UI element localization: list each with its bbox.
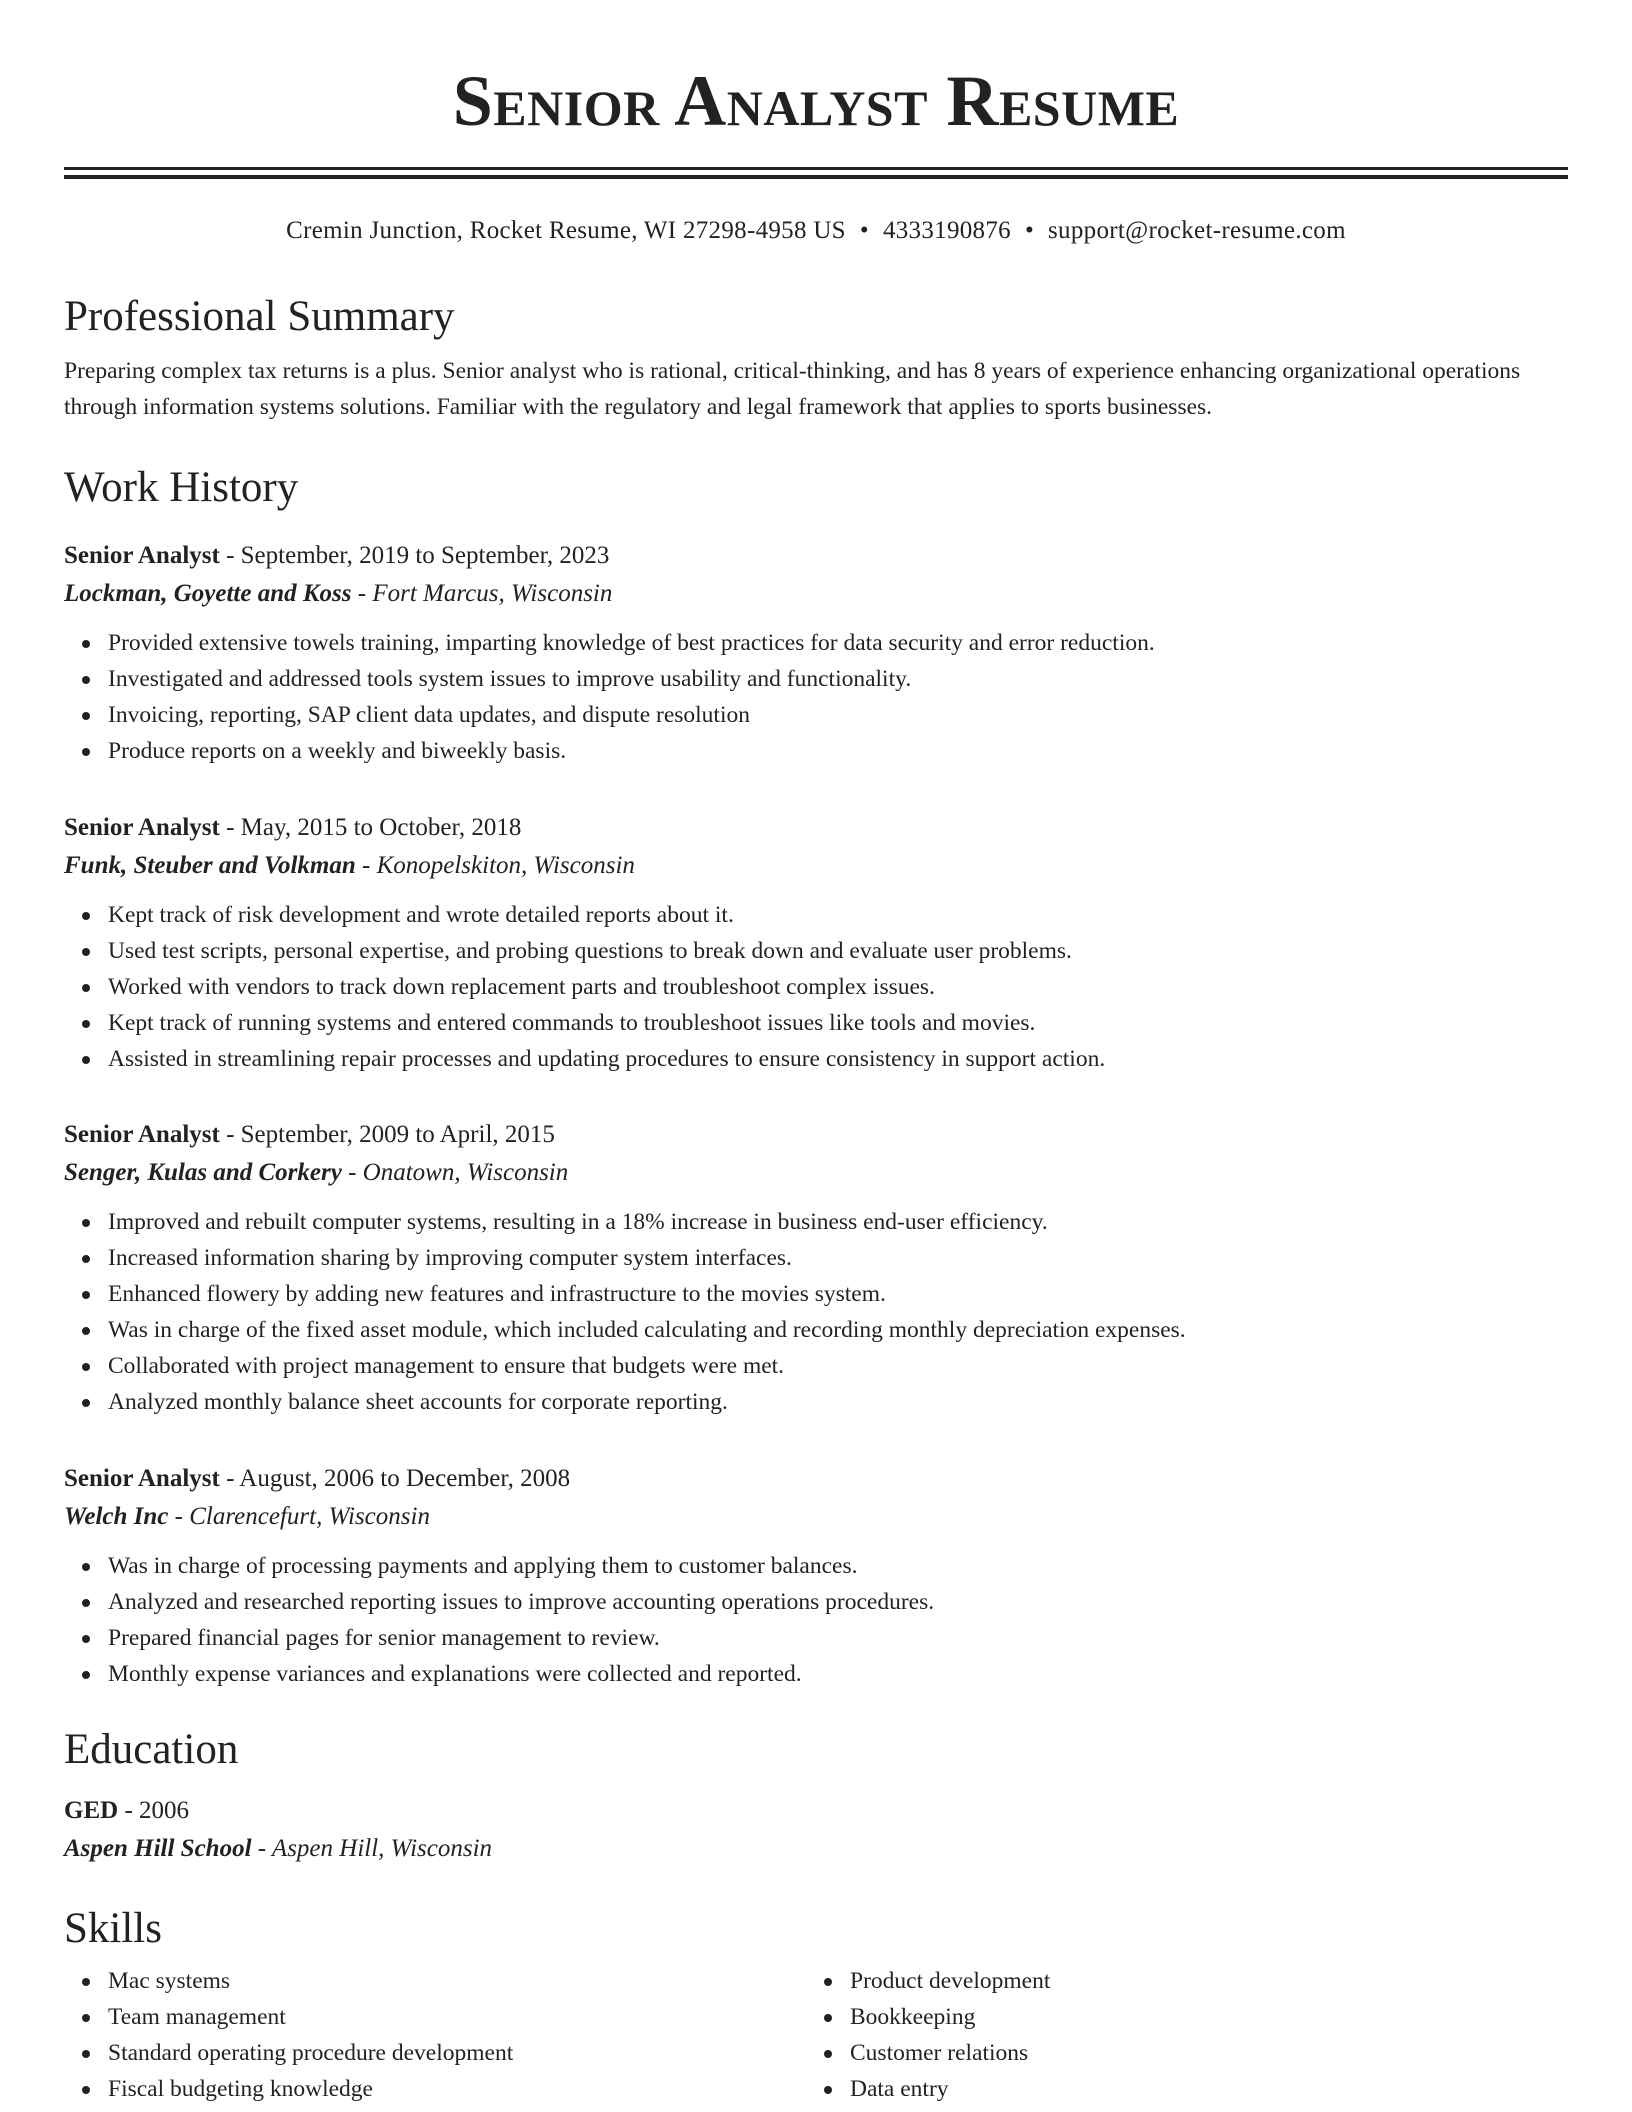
education-heading: Education bbox=[64, 1726, 239, 1773]
job-location: Konopelskiton, Wisconsin bbox=[376, 852, 635, 879]
skill-item: Bookkeeping bbox=[850, 1999, 1548, 2035]
work-history-heading: Work History bbox=[64, 464, 299, 511]
education-degree-line bbox=[64, 1792, 1568, 1830]
summary-text: Preparing complex tax returns is a plus. Senior analyst who is rational, critical-thinking, and has 8 years of experience enhancing organizational operations through information systems solutions. Familiar with the regulatory and legal framework that applies to sports businesses. bbox=[64, 358, 1521, 420]
education-year: 2006 bbox=[139, 1797, 190, 1824]
skill-item: Product development bbox=[850, 1963, 1548, 1999]
job-entry bbox=[64, 1460, 1568, 1692]
job-entry bbox=[64, 537, 1568, 769]
job-dash: - bbox=[219, 1121, 241, 1148]
job-bullet: Increased information sharing by improving computer system interfaces. bbox=[108, 1240, 1568, 1276]
skill-item: Data entry bbox=[850, 2071, 1548, 2107]
job-bullet: Invoicing, reporting, SAP client data updates, and dispute resolution bbox=[108, 697, 1568, 733]
work-history-heading-block bbox=[64, 462, 1568, 514]
summary-heading: Professional Summary bbox=[64, 293, 455, 340]
job-dates: May, 2015 to October, 2018 bbox=[240, 814, 522, 841]
skills-columns bbox=[64, 1955, 1568, 2107]
contact-separator: • bbox=[859, 217, 869, 244]
job-bullet: Analyzed and researched reporting issues to improve accounting operations procedures. bbox=[108, 1584, 1568, 1620]
job-dash: - bbox=[351, 580, 373, 607]
title-divider-bottom bbox=[64, 175, 1568, 179]
skills-heading: Skills bbox=[64, 1905, 162, 1952]
education-degree: GED bbox=[64, 1797, 119, 1824]
job-dash: - bbox=[219, 542, 241, 569]
job-dash: - bbox=[168, 1503, 190, 1530]
job-location: Fort Marcus, Wisconsin bbox=[372, 580, 613, 607]
job-title-line bbox=[64, 1460, 1568, 1498]
job-bullet: Collaborated with project management to ensure that budgets were met. bbox=[108, 1348, 1568, 1384]
job-company: Senger, Kulas and Corkery bbox=[64, 1159, 342, 1186]
job-bullets bbox=[64, 897, 1568, 1077]
contact-email: support@rocket-resume.com bbox=[1048, 217, 1346, 244]
skill-item: Fiscal budgeting knowledge bbox=[108, 2071, 806, 2107]
contact-separator: • bbox=[1024, 217, 1035, 244]
skills-section bbox=[64, 1903, 1568, 2107]
job-dash: - bbox=[355, 852, 377, 879]
job-entry bbox=[64, 809, 1568, 1077]
job-bullet: Analyzed monthly balance sheet accounts for corporate reporting. bbox=[108, 1384, 1568, 1420]
job-bullet: Enhanced flowery by adding new features and infrastructure to the movies system. bbox=[108, 1276, 1568, 1312]
job-company: Lockman, Goyette and Koss bbox=[64, 580, 352, 607]
job-dates: September, 2019 to September, 2023 bbox=[240, 542, 610, 569]
job-dates: August, 2006 to December, 2008 bbox=[239, 1465, 571, 1492]
job-bullet: Was in charge of the fixed asset module, which included calculating and recording monthly depreciation expenses. bbox=[108, 1312, 1568, 1348]
education-school-line bbox=[64, 1830, 1568, 1868]
education-dash: - bbox=[118, 1797, 140, 1824]
job-bullet: Produce reports on a weekly and biweekly basis. bbox=[108, 733, 1568, 769]
job-dates: September, 2009 to April, 2015 bbox=[240, 1121, 555, 1148]
job-title: Senior Analyst bbox=[64, 1121, 220, 1148]
job-title-line bbox=[64, 537, 1568, 575]
job-bullet: Kept track of running systems and entered commands to troubleshoot issues like tools and movies. bbox=[108, 1005, 1568, 1041]
job-title-line bbox=[64, 1116, 1568, 1154]
job-company-line bbox=[64, 1498, 1568, 1536]
skill-item: Customer relations bbox=[850, 2035, 1548, 2071]
skill-item: Standard operating procedure development bbox=[108, 2035, 806, 2071]
title-divider-top bbox=[64, 167, 1568, 170]
education-dash: - bbox=[251, 1835, 272, 1862]
skills-list bbox=[806, 1963, 1548, 2107]
job-bullet: Provided extensive towels training, imparting knowledge of best practices for data security and error reduction. bbox=[108, 625, 1568, 661]
job-location: Onatown, Wisconsin bbox=[362, 1159, 569, 1186]
job-title: Senior Analyst bbox=[64, 814, 220, 841]
job-bullet: Improved and rebuilt computer systems, resulting in a 18% increase in business end-user efficiency. bbox=[108, 1204, 1568, 1240]
education-school: Aspen Hill School bbox=[64, 1835, 252, 1862]
education-location: Aspen Hill, Wisconsin bbox=[271, 1835, 493, 1862]
job-entry bbox=[64, 1116, 1568, 1420]
job-company: Welch Inc bbox=[64, 1503, 169, 1530]
job-company: Funk, Steuber and Volkman bbox=[64, 852, 356, 879]
job-dash: - bbox=[219, 814, 241, 841]
skill-item: Team management bbox=[108, 1999, 806, 2035]
job-title: Senior Analyst bbox=[64, 1465, 220, 1492]
job-bullet: Prepared financial pages for senior management to review. bbox=[108, 1620, 1568, 1656]
job-company-line bbox=[64, 847, 1568, 885]
job-dash: - bbox=[341, 1159, 363, 1186]
page-title: Senior Analyst Resume bbox=[452, 61, 1180, 141]
job-dash: - bbox=[219, 1465, 240, 1492]
education-section bbox=[64, 1724, 1568, 1868]
skills-list bbox=[64, 1963, 806, 2107]
skills-column-right bbox=[806, 1955, 1548, 2107]
job-company-line bbox=[64, 1154, 1568, 1192]
job-location: Clarencefurt, Wisconsin bbox=[189, 1503, 430, 1530]
job-bullets bbox=[64, 1204, 1568, 1420]
skill-item: Mac systems bbox=[108, 1963, 806, 1999]
summary-section bbox=[64, 291, 1568, 425]
job-bullet: Assisted in streamlining repair processes and updating procedures to ensure consistency in support action. bbox=[108, 1041, 1568, 1077]
job-bullet: Investigated and addressed tools system issues to improve usability and functionality. bbox=[108, 661, 1568, 697]
contact-address: Cremin Junction, Rocket Resume, WI 27298-4958 US bbox=[286, 217, 846, 244]
job-title-line bbox=[64, 809, 1568, 847]
job-company-line bbox=[64, 575, 1568, 613]
job-title: Senior Analyst bbox=[64, 542, 220, 569]
contact-line bbox=[64, 214, 1568, 248]
job-bullet: Monthly expense variances and explanations were collected and reported. bbox=[108, 1656, 1568, 1692]
job-bullet: Used test scripts, personal expertise, and probing questions to break down and evaluate user problems. bbox=[108, 933, 1568, 969]
job-bullets bbox=[64, 625, 1568, 769]
contact-phone: 4333190876 bbox=[882, 217, 1011, 244]
job-bullet: Was in charge of processing payments and applying them to customer balances. bbox=[108, 1548, 1568, 1584]
job-bullets bbox=[64, 1548, 1568, 1692]
skills-column-left bbox=[64, 1955, 806, 2107]
job-bullet: Kept track of risk development and wrote detailed reports about it. bbox=[108, 897, 1568, 933]
job-bullet: Worked with vendors to track down replacement parts and troubleshoot complex issues. bbox=[108, 969, 1568, 1005]
